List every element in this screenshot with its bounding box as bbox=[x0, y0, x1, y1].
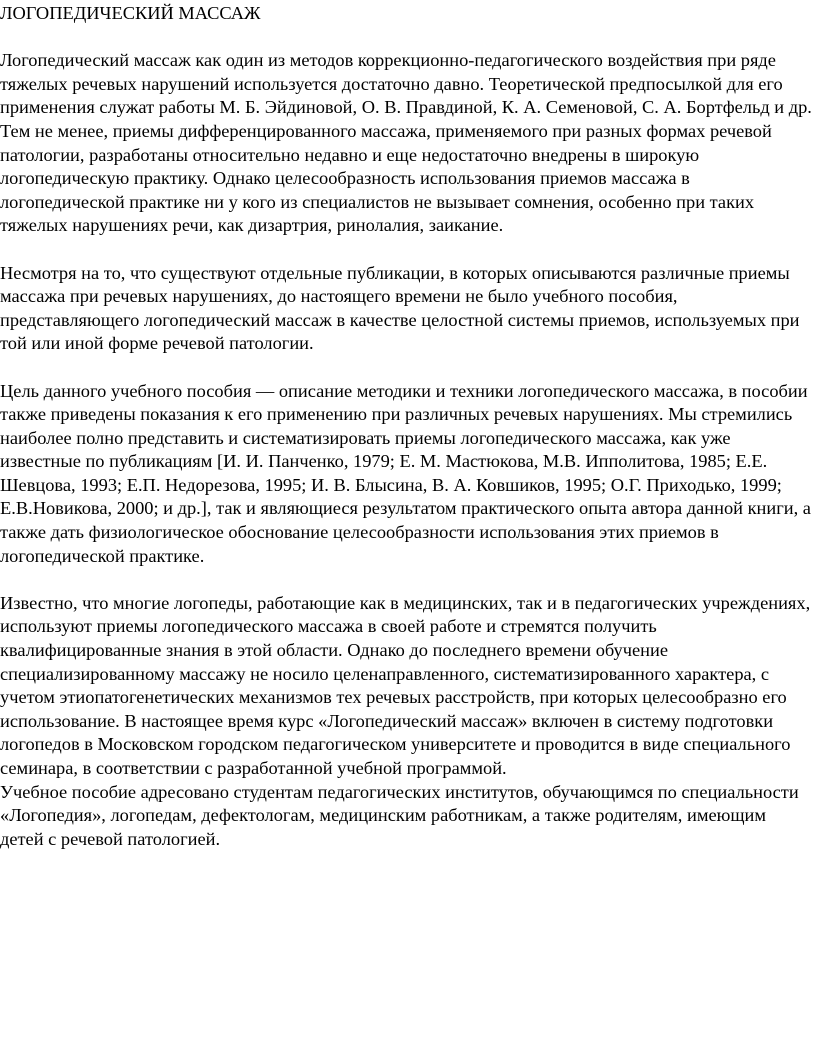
document-body bbox=[0, 2, 812, 851]
paragraph-publications: Несмотря на то, что существуют отдельные публикации, в которых описываются различные приемы массажа при речевых нарушениях, до настоящего времени не было учебного пособия, представляющего логопедический массаж в качестве целостной системы приемов, используемых при той или иной форме речевой патологии. bbox=[0, 262, 800, 354]
paragraph-audience: Учебное пособие адресовано студентам педагогических институтов, обучающимся по специальности «Логопедия», логопедам, дефектологам, медицинским работникам, а также родителям, имеющим детей с речевой патологией. bbox=[0, 781, 799, 849]
paragraph-intro: Логопедический массаж как один из методов коррекционно-педагогического воздействия при ряде тяжелых речевых нарушений используется достаточно давно. Теоретической предпосылкой для его применения служат работы М. Б. Эйдиновой, О. В. Правдиной, К. А. Семеновой, С. А. Бортфельд и др. Тем не менее, приемы дифференцированного массажа, применяемого при разных формах речевой патологии, разработаны относительно недавно и еще недостаточно внедрены в широкую логопедическую практику. Однако целесообразность использования приемов массажа в логопедической практике ни у кого из специалистов не вызывает сомнения, особенно при таких тяжелых нарушениях речи, как дизартрия, ринолалия, заикание. bbox=[0, 50, 812, 236]
paragraph-training: Известно, что многие логопеды, работающие как в медицинских, так и в педагогических учреждениях, используют приемы логопедического массажа в своей работе и стремятся получить квалифицированные знания в этой области. Однако до последнего времени обучение специализированному массажу не носило целенаправленного, систематизированного характера, с учетом этиопатогенетических механизмов тех речевых расстройств, при которых целесообразно его использование. В настоящее время курс «Логопедический массаж» включен в систему подготовки логопедов в Московском городском педагогическом университете и проводится в виде специального семинара, в соответствии с разработанной учебной программой. bbox=[0, 592, 811, 778]
document-title: ЛОГОПЕДИЧЕСКИЙ МАССАЖ bbox=[0, 3, 261, 23]
paragraph-purpose: Цель данного учебного пособия — описание методики и техники логопедического массажа, в пособии также приведены показания к его применению при различных речевых нарушениях. Мы стремились наиболее полно представить и систематизировать приемы логопедического массажа, как уже известные по публикациям [И. И. Панченко, 1979; Е. М. Мастюкова, М.В. Ипполитова, 1985; Е.Е. Шевцова, 1993; Е.П. Недорезова, 1995; И. В. Блысина, В. А. Ковшиков, 1995; О.Г. Приходько, 1999; Е.В.Новикова, 2000; и др.], так и являющиеся результатом практического опыта автора данной книги, а также дать физиологическое обоснование целесообразности использования этих приемов в логопедической практике. bbox=[0, 380, 811, 566]
